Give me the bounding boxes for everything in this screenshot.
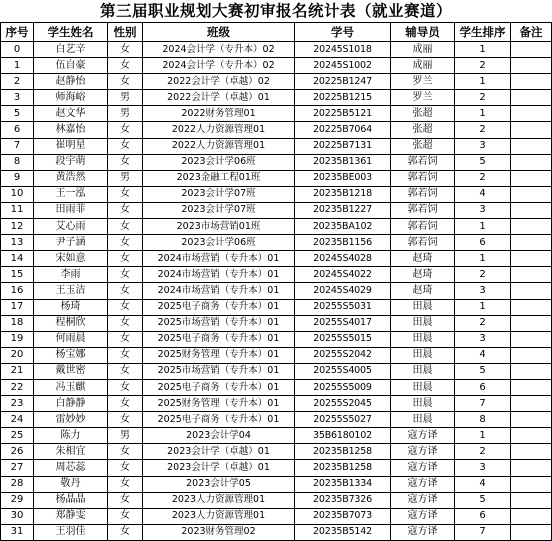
table-row	[1, 186, 552, 202]
table-row	[1, 74, 552, 90]
counselor-cell[interactable]: 田晨	[391, 379, 455, 395]
table-row	[1, 106, 552, 122]
student-id-cell[interactable]: 20245S4028	[295, 251, 391, 267]
remark-cell[interactable]	[511, 331, 552, 347]
table-row	[1, 363, 552, 379]
name-cell[interactable]: 尹子涵	[34, 235, 108, 251]
table-row	[1, 138, 552, 154]
table-row	[1, 379, 552, 395]
student-id-cell[interactable]: 20235B1258	[295, 460, 391, 476]
rank-cell[interactable]: 6	[455, 235, 511, 251]
table-row	[1, 283, 552, 299]
student-id-cell[interactable]: 20255S5015	[295, 331, 391, 347]
remark-cell[interactable]	[511, 219, 552, 235]
counselor-cell[interactable]: 寇方译	[391, 428, 455, 444]
gender-cell[interactable]: 女	[108, 58, 143, 74]
name-cell[interactable]: 王羽佳	[34, 524, 108, 540]
table-row	[1, 492, 552, 508]
table-row	[1, 122, 552, 138]
rank-cell[interactable]: 4	[455, 186, 511, 202]
counselor-cell[interactable]: 田晨	[391, 331, 455, 347]
student-id-cell[interactable]: 20245S4022	[295, 267, 391, 283]
rank-cell[interactable]: 7	[455, 396, 511, 412]
table-row	[1, 524, 552, 540]
remark-cell[interactable]	[511, 74, 552, 90]
student-id-cell[interactable]: 20225B1215	[295, 90, 391, 106]
index-cell[interactable]: 9	[1, 170, 34, 186]
counselor-cell[interactable]: 赵琦	[391, 267, 455, 283]
counselor-cell[interactable]: 郭若饲	[391, 186, 455, 202]
index-cell[interactable]: 22	[1, 379, 34, 395]
gender-cell[interactable]: 女	[108, 363, 143, 379]
table-row	[1, 170, 552, 186]
remark-cell[interactable]	[511, 58, 552, 74]
header-cell-class[interactable]: 班级	[143, 23, 295, 42]
student-id-cell[interactable]: 20245S4029	[295, 283, 391, 299]
index-cell[interactable]: 16	[1, 283, 34, 299]
header-cell-index[interactable]: 序号	[1, 23, 34, 42]
index-cell[interactable]: 1	[1, 58, 34, 74]
gender-cell[interactable]: 女	[108, 412, 143, 428]
student-id-cell[interactable]: 20225B7131	[295, 138, 391, 154]
index-cell[interactable]: 21	[1, 363, 34, 379]
gender-cell[interactable]: 女	[108, 315, 143, 331]
index-cell[interactable]: 15	[1, 267, 34, 283]
name-cell[interactable]: 李雨	[34, 267, 108, 283]
counselor-cell[interactable]: 田晨	[391, 299, 455, 315]
name-cell[interactable]: 段宇萌	[34, 154, 108, 170]
class-cell[interactable]: 2023人力资源管理01	[143, 508, 295, 524]
remark-cell[interactable]	[511, 444, 552, 460]
index-cell[interactable]: 14	[1, 251, 34, 267]
name-cell[interactable]: 冯玉麒	[34, 379, 108, 395]
counselor-cell[interactable]: 赵琦	[391, 251, 455, 267]
counselor-cell[interactable]: 赵琦	[391, 283, 455, 299]
remark-cell[interactable]	[511, 492, 552, 508]
name-cell[interactable]: 周芯蕊	[34, 460, 108, 476]
table-row	[1, 315, 552, 331]
name-cell[interactable]: 崔明星	[34, 138, 108, 154]
gender-cell[interactable]: 男	[108, 90, 143, 106]
class-cell[interactable]: 2025电子商务（专升本）01	[143, 379, 295, 395]
index-cell[interactable]: 0	[1, 42, 34, 58]
gender-cell[interactable]: 女	[108, 283, 143, 299]
table-row	[1, 219, 552, 235]
remark-cell[interactable]	[511, 524, 552, 540]
remark-cell[interactable]	[511, 122, 552, 138]
index-cell[interactable]: 6	[1, 122, 34, 138]
counselor-cell[interactable]: 寇方译	[391, 524, 455, 540]
table-row	[1, 331, 552, 347]
counselor-cell[interactable]: 罗兰	[391, 74, 455, 90]
gender-cell[interactable]: 女	[108, 42, 143, 58]
table-row	[1, 412, 552, 428]
remark-cell[interactable]	[511, 251, 552, 267]
counselor-cell[interactable]: 寇方译	[391, 460, 455, 476]
student-id-cell[interactable]: 20225B5121	[295, 106, 391, 122]
remark-cell[interactable]	[511, 315, 552, 331]
class-cell[interactable]: 2023财务管理02	[143, 524, 295, 540]
rank-cell[interactable]: 1	[455, 299, 511, 315]
table-row	[1, 396, 552, 412]
counselor-cell[interactable]: 田晨	[391, 412, 455, 428]
index-cell[interactable]: 23	[1, 396, 34, 412]
index-cell[interactable]: 24	[1, 412, 34, 428]
remark-cell[interactable]	[511, 90, 552, 106]
remark-cell[interactable]	[511, 154, 552, 170]
gender-cell[interactable]: 女	[108, 74, 143, 90]
name-cell[interactable]: 杨宝娜	[34, 347, 108, 363]
class-cell[interactable]: 2022人力资源管理01	[143, 122, 295, 138]
rank-cell[interactable]: 2	[455, 315, 511, 331]
header-cell-remark[interactable]: 备注	[511, 23, 552, 42]
name-cell[interactable]: 郑静雯	[34, 508, 108, 524]
index-cell[interactable]: 31	[1, 524, 34, 540]
rank-cell[interactable]: 6	[455, 379, 511, 395]
index-cell[interactable]: 11	[1, 202, 34, 218]
index-cell[interactable]: 2	[1, 74, 34, 90]
remark-cell[interactable]	[511, 428, 552, 444]
name-cell[interactable]: 敬丹	[34, 476, 108, 492]
class-cell[interactable]: 2022财务管理01	[143, 106, 295, 122]
student-id-cell[interactable]: 20235B1218	[295, 186, 391, 202]
rank-cell[interactable]: 6	[455, 508, 511, 524]
header-cell-name[interactable]: 学生姓名	[34, 23, 108, 42]
rank-cell[interactable]: 1	[455, 428, 511, 444]
table-row	[1, 460, 552, 476]
remark-cell[interactable]	[511, 347, 552, 363]
rank-cell[interactable]: 2	[455, 122, 511, 138]
header-cell-student-id[interactable]: 学号	[295, 23, 391, 42]
index-cell[interactable]: 26	[1, 444, 34, 460]
index-cell[interactable]: 7	[1, 138, 34, 154]
name-cell[interactable]: 朱相宜	[34, 444, 108, 460]
name-cell[interactable]: 何雨晨	[34, 331, 108, 347]
gender-cell[interactable]: 女	[108, 476, 143, 492]
rank-cell[interactable]: 1	[455, 219, 511, 235]
student-id-cell[interactable]: 20255S5031	[295, 299, 391, 315]
index-cell[interactable]: 20	[1, 347, 34, 363]
rank-cell[interactable]: 4	[455, 347, 511, 363]
student-id-cell[interactable]: 20255S4017	[295, 315, 391, 331]
student-id-cell[interactable]: 20255S5009	[295, 379, 391, 395]
student-id-cell[interactable]: 20235B1334	[295, 476, 391, 492]
class-cell[interactable]: 2023市场营销01班	[143, 219, 295, 235]
index-cell[interactable]: 13	[1, 235, 34, 251]
rank-cell[interactable]: 1	[455, 106, 511, 122]
student-id-cell[interactable]: 20255S2045	[295, 396, 391, 412]
student-id-cell[interactable]: 20235B1227	[295, 202, 391, 218]
name-cell[interactable]: 田雨菲	[34, 202, 108, 218]
rank-cell[interactable]: 3	[455, 138, 511, 154]
index-cell[interactable]: 18	[1, 315, 34, 331]
gender-cell[interactable]: 女	[108, 347, 143, 363]
registration-table	[0, 22, 552, 541]
rank-cell[interactable]: 5	[455, 154, 511, 170]
gender-cell[interactable]: 女	[108, 202, 143, 218]
table-row	[1, 202, 552, 218]
class-cell[interactable]: 2023会计学06班	[143, 235, 295, 251]
rank-cell[interactable]: 1	[455, 74, 511, 90]
class-cell[interactable]: 2022会计学（卓越）01	[143, 90, 295, 106]
gender-cell[interactable]: 女	[108, 331, 143, 347]
counselor-cell[interactable]: 郭若饲	[391, 170, 455, 186]
counselor-cell[interactable]: 寇方译	[391, 444, 455, 460]
student-id-cell[interactable]: 20255S2042	[295, 347, 391, 363]
counselor-cell[interactable]: 张超	[391, 138, 455, 154]
class-cell[interactable]: 2024会计学（专升本）02	[143, 58, 295, 74]
rank-cell[interactable]: 2	[455, 170, 511, 186]
rank-cell[interactable]: 5	[455, 492, 511, 508]
student-id-cell[interactable]: 20245S1018	[295, 42, 391, 58]
student-id-cell[interactable]: 20225B1247	[295, 74, 391, 90]
header-cell-gender[interactable]: 性别	[108, 23, 143, 42]
name-cell[interactable]: 王玉洁	[34, 283, 108, 299]
index-cell[interactable]: 5	[1, 106, 34, 122]
class-cell[interactable]: 2022人力资源管理01	[143, 138, 295, 154]
class-cell[interactable]: 2024会计学（专升本）02	[143, 42, 295, 58]
student-id-cell[interactable]: 20235B1258	[295, 444, 391, 460]
index-cell[interactable]: 28	[1, 476, 34, 492]
gender-cell[interactable]: 女	[108, 396, 143, 412]
gender-cell[interactable]: 女	[108, 267, 143, 283]
counselor-cell[interactable]: 田晨	[391, 347, 455, 363]
class-cell[interactable]: 2023人力资源管理01	[143, 492, 295, 508]
remark-cell[interactable]	[511, 476, 552, 492]
header-cell-counselor[interactable]: 辅导员	[391, 23, 455, 42]
name-cell[interactable]: 程桐欣	[34, 315, 108, 331]
index-cell[interactable]: 3	[1, 90, 34, 106]
gender-cell[interactable]: 女	[108, 122, 143, 138]
index-cell[interactable]: 30	[1, 508, 34, 524]
counselor-cell[interactable]: 成丽	[391, 42, 455, 58]
name-cell[interactable]: 戴世密	[34, 363, 108, 379]
index-cell[interactable]: 25	[1, 428, 34, 444]
gender-cell[interactable]: 女	[108, 524, 143, 540]
class-cell[interactable]: 2022会计学（卓越）02	[143, 74, 295, 90]
class-cell[interactable]: 2025市场营销（专升本）01	[143, 363, 295, 379]
class-cell[interactable]: 2023会计学07班	[143, 202, 295, 218]
remark-cell[interactable]	[511, 106, 552, 122]
rank-cell[interactable]: 3	[455, 460, 511, 476]
index-cell[interactable]: 27	[1, 460, 34, 476]
rank-cell[interactable]: 3	[455, 202, 511, 218]
gender-cell[interactable]: 男	[108, 428, 143, 444]
counselor-cell[interactable]: 寇方译	[391, 476, 455, 492]
counselor-cell[interactable]: 郭若饲	[391, 154, 455, 170]
index-cell[interactable]: 8	[1, 154, 34, 170]
table-row	[1, 42, 552, 58]
table-row	[1, 476, 552, 492]
counselor-cell[interactable]: 成丽	[391, 58, 455, 74]
name-cell[interactable]: 王一泓	[34, 186, 108, 202]
class-cell[interactable]: 2023会计学（卓越）01	[143, 460, 295, 476]
counselor-cell[interactable]: 郭若饲	[391, 219, 455, 235]
counselor-cell[interactable]: 寇方译	[391, 508, 455, 524]
class-cell[interactable]: 2025电子商务（专升本）01	[143, 299, 295, 315]
name-cell[interactable]: 赵静怡	[34, 74, 108, 90]
rank-cell[interactable]: 3	[455, 331, 511, 347]
counselor-cell[interactable]: 张超	[391, 106, 455, 122]
class-cell[interactable]: 2025财务管理（专升本）01	[143, 347, 295, 363]
counselor-cell[interactable]: 罗兰	[391, 90, 455, 106]
student-id-cell[interactable]: 20225B7064	[295, 122, 391, 138]
index-cell[interactable]: 29	[1, 492, 34, 508]
name-cell[interactable]: 黄浩然	[34, 170, 108, 186]
counselor-cell[interactable]: 田晨	[391, 396, 455, 412]
counselor-cell[interactable]: 张超	[391, 122, 455, 138]
gender-cell[interactable]: 女	[108, 251, 143, 267]
remark-cell[interactable]	[511, 283, 552, 299]
gender-cell[interactable]: 男	[108, 106, 143, 122]
class-cell[interactable]: 2024市场营销（专升本）01	[143, 283, 295, 299]
table-row	[1, 444, 552, 460]
gender-cell[interactable]: 男	[108, 170, 143, 186]
class-cell[interactable]: 2025市场营销（专升本）01	[143, 315, 295, 331]
table-row	[1, 299, 552, 315]
student-id-cell[interactable]: 35B6180102	[295, 428, 391, 444]
rank-cell[interactable]: 7	[455, 524, 511, 540]
remark-cell[interactable]	[511, 299, 552, 315]
remark-cell[interactable]	[511, 412, 552, 428]
gender-cell[interactable]: 女	[108, 235, 143, 251]
gender-cell[interactable]: 女	[108, 444, 143, 460]
remark-cell[interactable]	[511, 235, 552, 251]
table-body	[1, 42, 552, 541]
name-cell[interactable]: 杨琦	[34, 299, 108, 315]
student-id-cell[interactable]: 20255S4005	[295, 363, 391, 379]
name-cell[interactable]: 白艺辛	[34, 42, 108, 58]
remark-cell[interactable]	[511, 267, 552, 283]
rank-cell[interactable]: 2	[455, 444, 511, 460]
name-cell[interactable]: 白静静	[34, 396, 108, 412]
remark-cell[interactable]	[511, 170, 552, 186]
gender-cell[interactable]: 女	[108, 154, 143, 170]
class-cell[interactable]: 2023会计学06班	[143, 154, 295, 170]
student-id-cell[interactable]: 20235B7326	[295, 492, 391, 508]
name-cell[interactable]: 雷妙妙	[34, 412, 108, 428]
student-id-cell[interactable]: 20235B1361	[295, 154, 391, 170]
index-cell[interactable]: 19	[1, 331, 34, 347]
remark-cell[interactable]	[511, 186, 552, 202]
name-cell[interactable]: 赵文华	[34, 106, 108, 122]
class-cell[interactable]: 2023会计学07班	[143, 186, 295, 202]
class-cell[interactable]: 2024市场营销（专升本）01	[143, 251, 295, 267]
student-id-cell[interactable]: 20245S1002	[295, 58, 391, 74]
gender-cell[interactable]: 女	[108, 219, 143, 235]
name-cell[interactable]: 艾心雨	[34, 219, 108, 235]
gender-cell[interactable]: 女	[108, 379, 143, 395]
table-row	[1, 154, 552, 170]
rank-cell[interactable]: 5	[455, 363, 511, 379]
class-cell[interactable]: 2023会计学05	[143, 476, 295, 492]
table-row	[1, 251, 552, 267]
index-cell[interactable]: 17	[1, 299, 34, 315]
counselor-cell[interactable]: 田晨	[391, 363, 455, 379]
counselor-cell[interactable]: 郭若饲	[391, 235, 455, 251]
remark-cell[interactable]	[511, 460, 552, 476]
class-cell[interactable]: 2023金融工程01班	[143, 170, 295, 186]
sheet-title: 第三届职业规划大赛初审报名统计表（就业赛道）	[99, 1, 452, 20]
name-cell[interactable]: 陈力	[34, 428, 108, 444]
gender-cell[interactable]: 女	[108, 138, 143, 154]
table-row	[1, 58, 552, 74]
student-id-cell[interactable]: 20235BA102	[295, 219, 391, 235]
name-cell[interactable]: 伍自豪	[34, 58, 108, 74]
remark-cell[interactable]	[511, 202, 552, 218]
class-cell[interactable]: 2025电子商务（专升本）01	[143, 412, 295, 428]
class-cell[interactable]: 2023会计学04	[143, 428, 295, 444]
name-cell[interactable]: 师海峪	[34, 90, 108, 106]
gender-cell[interactable]: 女	[108, 299, 143, 315]
student-id-cell[interactable]: 20235BE003	[295, 170, 391, 186]
class-cell[interactable]: 2023会计学（卓越）01	[143, 444, 295, 460]
rank-cell[interactable]: 4	[455, 476, 511, 492]
index-cell[interactable]: 12	[1, 219, 34, 235]
remark-cell[interactable]	[511, 363, 552, 379]
rank-cell[interactable]: 3	[455, 283, 511, 299]
index-cell[interactable]: 10	[1, 186, 34, 202]
counselor-cell[interactable]: 寇方译	[391, 492, 455, 508]
name-cell[interactable]: 宋如意	[34, 251, 108, 267]
table-row	[1, 90, 552, 106]
student-id-cell[interactable]: 20235B5142	[295, 524, 391, 540]
class-cell[interactable]: 2024市场营销（专升本）01	[143, 267, 295, 283]
table-row	[1, 347, 552, 363]
remark-cell[interactable]	[511, 138, 552, 154]
gender-cell[interactable]: 女	[108, 492, 143, 508]
class-cell[interactable]: 2025财务管理（专升本）01	[143, 396, 295, 412]
remark-cell[interactable]	[511, 379, 552, 395]
counselor-cell[interactable]: 田晨	[391, 315, 455, 331]
class-cell[interactable]: 2025电子商务（专升本）01	[143, 331, 295, 347]
header-row	[1, 23, 552, 42]
gender-cell[interactable]: 女	[108, 186, 143, 202]
table-row	[1, 267, 552, 283]
rank-cell[interactable]: 2	[455, 267, 511, 283]
gender-cell[interactable]: 女	[108, 460, 143, 476]
remark-cell[interactable]	[511, 396, 552, 412]
table-row	[1, 235, 552, 251]
name-cell[interactable]: 杨晶晶	[34, 492, 108, 508]
remark-cell[interactable]	[511, 42, 552, 58]
student-id-cell[interactable]: 20235B7073	[295, 508, 391, 524]
rank-cell[interactable]: 2	[455, 90, 511, 106]
name-cell[interactable]: 林嘉怡	[34, 122, 108, 138]
rank-cell[interactable]: 1	[455, 251, 511, 267]
gender-cell[interactable]: 女	[108, 508, 143, 524]
table-row	[1, 428, 552, 444]
student-id-cell[interactable]: 20255S5027	[295, 412, 391, 428]
rank-cell[interactable]: 1	[455, 42, 511, 58]
counselor-cell[interactable]: 郭若饲	[391, 202, 455, 218]
rank-cell[interactable]: 8	[455, 412, 511, 428]
header-cell-rank[interactable]: 学生排序	[455, 23, 511, 42]
student-id-cell[interactable]: 20235B1156	[295, 235, 391, 251]
rank-cell[interactable]: 2	[455, 58, 511, 74]
